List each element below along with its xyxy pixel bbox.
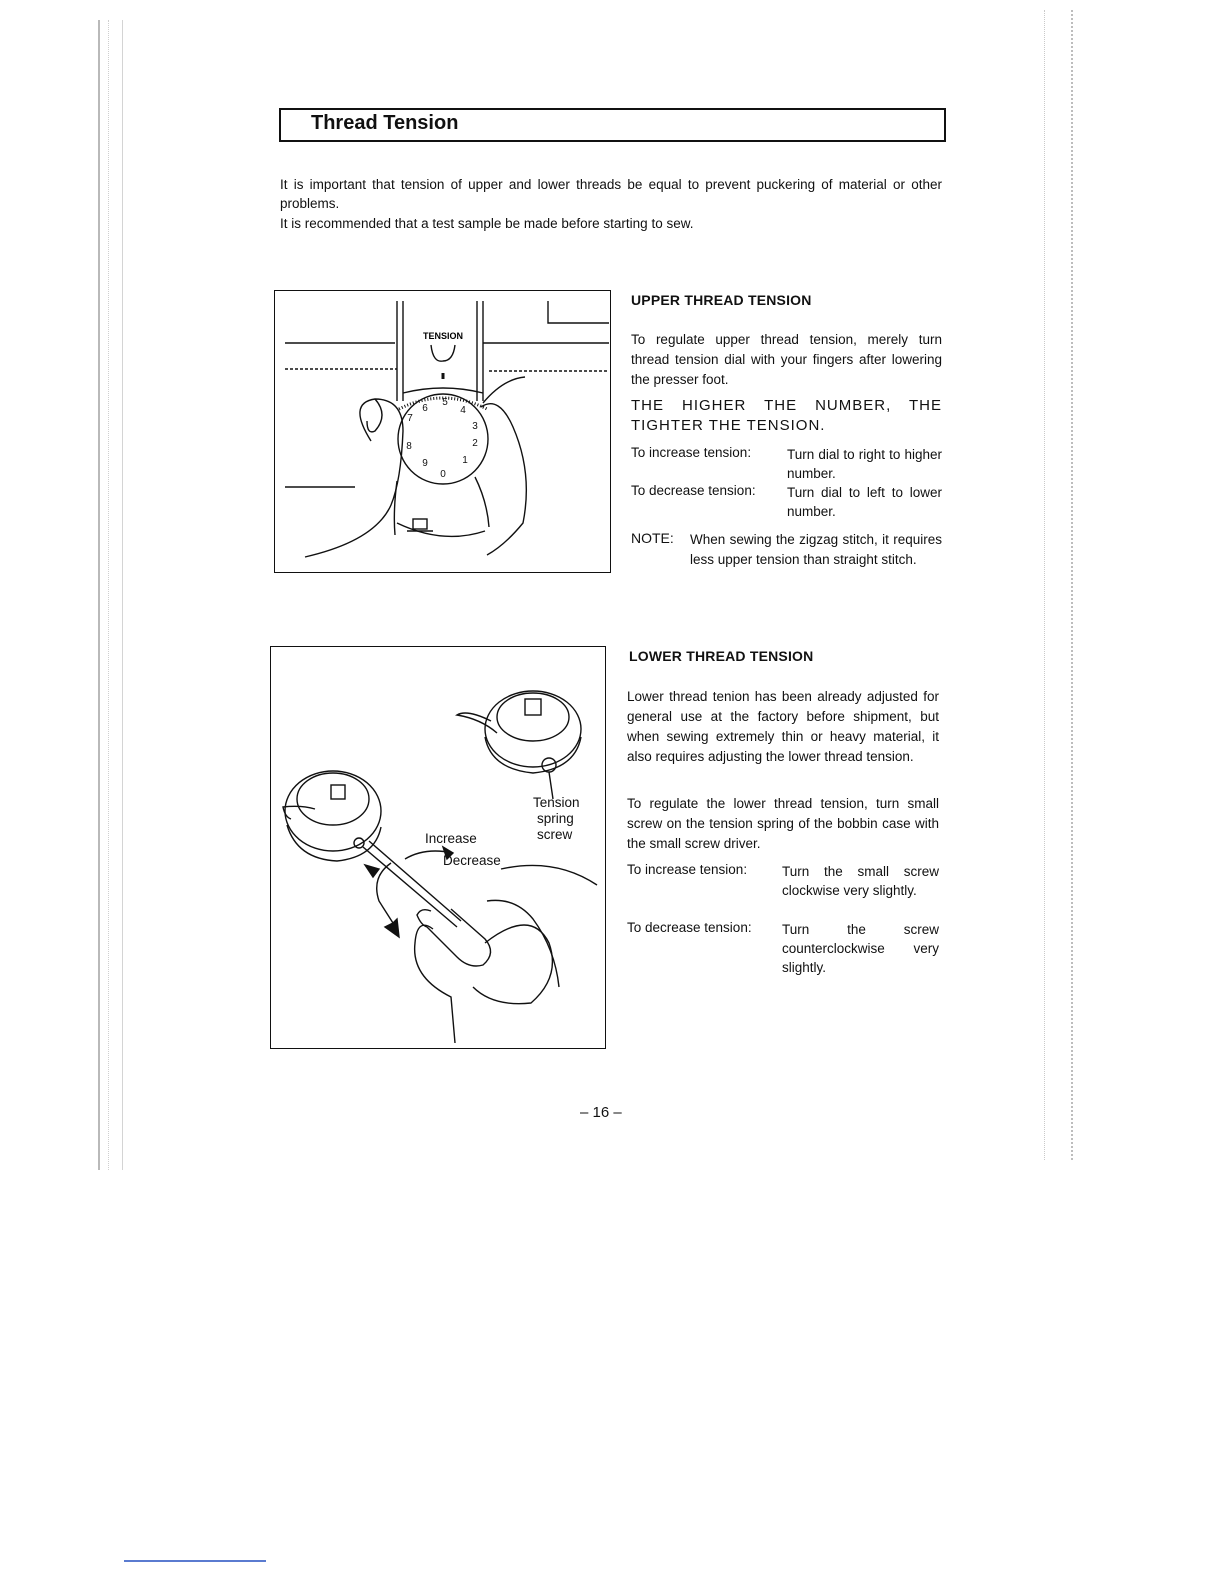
lower-paragraph-2: To regulate the lower thread tension, turn small screw on the tension spring of the bobbin case with the small screw driver. (627, 796, 939, 851)
decrease-label: Decrease (443, 853, 501, 868)
callout-spring: spring (537, 811, 574, 826)
upper-decrease-value: Turn dial to left to lower number. (787, 485, 942, 519)
upper-increase-value: Turn dial to right to higher number. (787, 447, 942, 481)
dial-number-6: 6 (422, 403, 428, 414)
dial-number-5: 5 (442, 397, 448, 408)
page-title: Thread Tension (311, 112, 459, 134)
upper-tension-figure (274, 290, 611, 573)
lower-tension-figure (270, 646, 606, 1049)
upper-heading: UPPER THREAD TENSION (631, 292, 812, 308)
footer-rule (124, 1560, 266, 1562)
page-number: – 16 – (580, 1104, 622, 1121)
increase-label: Increase (425, 831, 477, 846)
note-label: NOTE: (631, 530, 674, 546)
lower-decrease-label: To decrease tension: (627, 920, 752, 935)
dial-number-1: 1 (462, 455, 468, 466)
dial-number-2: 2 (472, 438, 478, 449)
dial-label: TENSION (422, 331, 464, 341)
upper-increase-label: To increase tension: (631, 445, 752, 460)
dial-number-3: 3 (472, 421, 478, 432)
bobbin-case-illustration (271, 647, 604, 1047)
lower-paragraph-1: Lower thread tenion has been already adjusted for general use at the factory before shipment, but when sewing extremely thin or heavy material, it also requires adjusting the lower thread tension. (627, 689, 939, 764)
dial-number-8: 8 (406, 441, 412, 452)
callout-screw: screw (537, 827, 573, 842)
note-text: When sewing the zigzag stitch, it requires less upper tension than straight stitch. (690, 532, 942, 567)
lower-heading: LOWER THREAD TENSION (629, 648, 814, 664)
lower-increase-value: Turn the small screw clockwise very slightly. (782, 864, 939, 898)
dial-number-4: 4 (460, 405, 466, 416)
dial-number-9: 9 (422, 458, 428, 469)
upper-decrease-label: To decrease tension: (631, 483, 756, 498)
tension-dial-illustration (275, 291, 609, 571)
intro-paragraph-1: It is important that tension of upper and lower threads be equal to prevent puckering of material or other problems. (280, 177, 942, 211)
scan-edge-right (1044, 10, 1073, 1160)
upper-emphasis: THE HIGHER THE NUMBER, THE TIGHTER THE TENSION. (631, 397, 942, 434)
dial-number-7: 7 (407, 413, 413, 424)
lower-decrease-value: Turn the screw counterclockwise very slightly. (782, 922, 939, 975)
callout-tension: Tension (533, 795, 580, 810)
dial-number-0: 0 (440, 469, 446, 480)
upper-paragraph: To regulate upper thread tension, merely turn thread tension dial with your fingers after lowering the presser foot. (631, 332, 942, 387)
scan-edge-left (98, 20, 123, 1170)
intro-paragraph-2: It is recommended that a test sample be made before starting to sew. (280, 216, 694, 231)
lower-increase-label: To increase tension: (627, 862, 748, 877)
